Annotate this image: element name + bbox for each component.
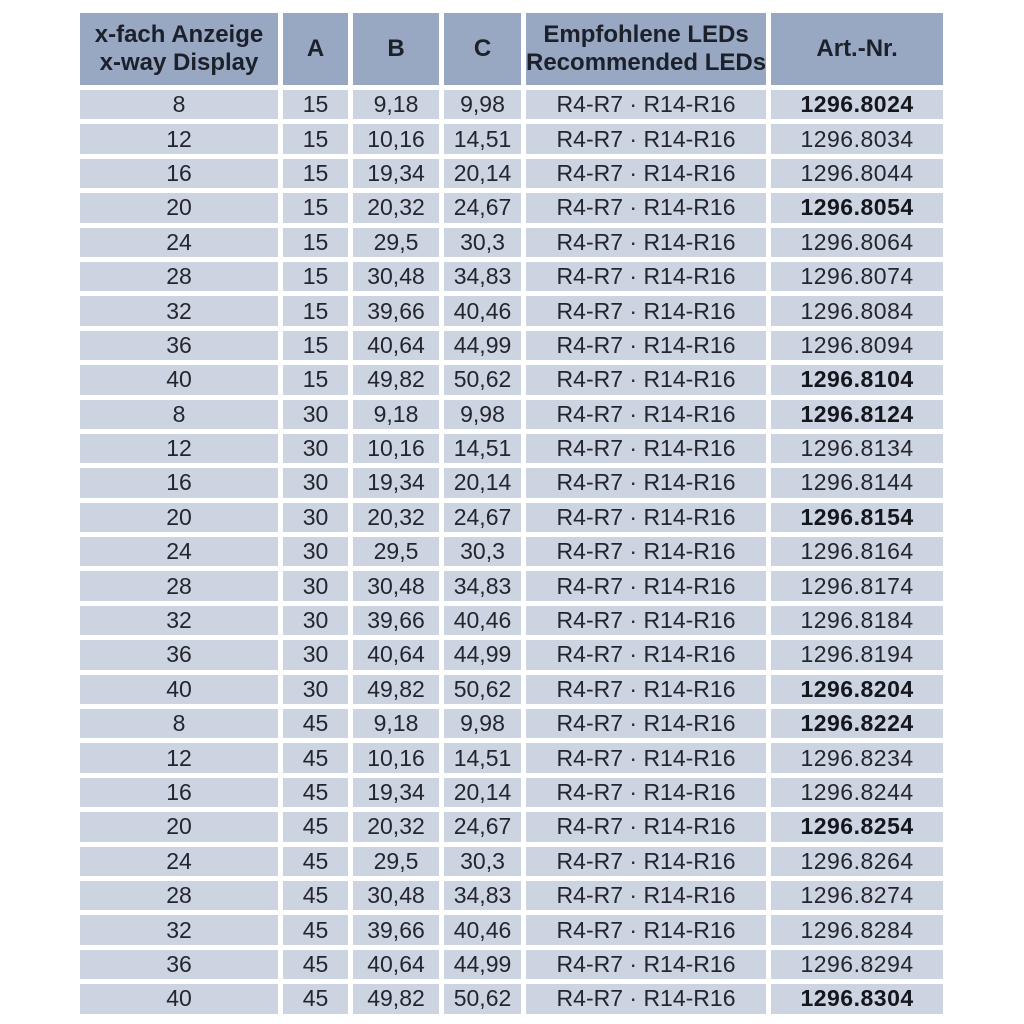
cell-dim-a: 45 (283, 950, 348, 979)
cell-dim-a: 45 (283, 984, 348, 1013)
product-spec-table (75, 8, 948, 1019)
cell-dim-a: 15 (283, 159, 348, 188)
cell-art-nr: 1296.8064 (771, 228, 943, 257)
table-row (80, 915, 943, 944)
cell-recommended-leds: R4-R7 · R14-R16 (526, 159, 766, 188)
cell-art-nr: 1296.8284 (771, 915, 943, 944)
cell-dim-b: 10,16 (353, 743, 439, 772)
cell-dim-b: 39,66 (353, 296, 439, 325)
cell-dim-b: 40,64 (353, 331, 439, 360)
col-header-art-nr: Art.-Nr. (771, 13, 943, 85)
cell-recommended-leds: R4-R7 · R14-R16 (526, 984, 766, 1013)
cell-display-count: 40 (80, 984, 278, 1013)
cell-recommended-leds: R4-R7 · R14-R16 (526, 365, 766, 394)
cell-dim-a: 45 (283, 778, 348, 807)
cell-display-count: 20 (80, 503, 278, 532)
cell-art-nr: 1296.8304 (771, 984, 943, 1013)
cell-dim-a: 30 (283, 468, 348, 497)
cell-dim-a: 30 (283, 537, 348, 566)
table-row (80, 124, 943, 153)
cell-dim-c: 24,67 (444, 812, 521, 841)
cell-dim-b: 29,5 (353, 537, 439, 566)
cell-dim-b: 10,16 (353, 124, 439, 153)
cell-display-count: 24 (80, 537, 278, 566)
cell-dim-a: 15 (283, 365, 348, 394)
col-header-b: B (353, 13, 439, 85)
cell-dim-b: 20,32 (353, 193, 439, 222)
cell-dim-c: 40,46 (444, 606, 521, 635)
cell-dim-c: 24,67 (444, 193, 521, 222)
cell-art-nr: 1296.8034 (771, 124, 943, 153)
table-row (80, 193, 943, 222)
cell-dim-b: 49,82 (353, 365, 439, 394)
cell-dim-c: 20,14 (444, 159, 521, 188)
table-row (80, 400, 943, 429)
table-row (80, 262, 943, 291)
cell-dim-c: 50,62 (444, 365, 521, 394)
cell-recommended-leds: R4-R7 · R14-R16 (526, 434, 766, 463)
col-header-a: A (283, 13, 348, 85)
cell-recommended-leds: R4-R7 · R14-R16 (526, 90, 766, 119)
table-row (80, 812, 943, 841)
cell-dim-c: 40,46 (444, 915, 521, 944)
cell-art-nr: 1296.8164 (771, 537, 943, 566)
table-row (80, 709, 943, 738)
cell-dim-c: 9,98 (444, 90, 521, 119)
cell-recommended-leds: R4-R7 · R14-R16 (526, 571, 766, 600)
cell-recommended-leds: R4-R7 · R14-R16 (526, 950, 766, 979)
cell-dim-a: 30 (283, 640, 348, 669)
cell-dim-c: 30,3 (444, 847, 521, 876)
cell-recommended-leds: R4-R7 · R14-R16 (526, 915, 766, 944)
cell-dim-c: 34,83 (444, 262, 521, 291)
table-row (80, 606, 943, 635)
cell-dim-a: 15 (283, 193, 348, 222)
cell-display-count: 8 (80, 90, 278, 119)
cell-dim-a: 30 (283, 675, 348, 704)
cell-dim-c: 9,98 (444, 400, 521, 429)
cell-dim-c: 14,51 (444, 124, 521, 153)
cell-display-count: 12 (80, 124, 278, 153)
cell-recommended-leds: R4-R7 · R14-R16 (526, 296, 766, 325)
cell-recommended-leds: R4-R7 · R14-R16 (526, 675, 766, 704)
table-row (80, 228, 943, 257)
cell-dim-c: 50,62 (444, 984, 521, 1013)
cell-art-nr: 1296.8194 (771, 640, 943, 669)
cell-dim-c: 30,3 (444, 228, 521, 257)
cell-dim-a: 15 (283, 90, 348, 119)
cell-display-count: 32 (80, 606, 278, 635)
table-row (80, 778, 943, 807)
table-row (80, 640, 943, 669)
cell-dim-b: 9,18 (353, 709, 439, 738)
cell-dim-b: 9,18 (353, 90, 439, 119)
cell-art-nr: 1296.8294 (771, 950, 943, 979)
cell-recommended-leds: R4-R7 · R14-R16 (526, 709, 766, 738)
cell-dim-c: 24,67 (444, 503, 521, 532)
cell-recommended-leds: R4-R7 · R14-R16 (526, 847, 766, 876)
table-row (80, 468, 943, 497)
cell-display-count: 20 (80, 193, 278, 222)
cell-display-count: 28 (80, 881, 278, 910)
cell-dim-a: 15 (283, 331, 348, 360)
cell-dim-a: 30 (283, 503, 348, 532)
cell-dim-b: 30,48 (353, 262, 439, 291)
table-row (80, 434, 943, 463)
cell-recommended-leds: R4-R7 · R14-R16 (526, 331, 766, 360)
cell-dim-a: 45 (283, 915, 348, 944)
cell-art-nr: 1296.8094 (771, 331, 943, 360)
cell-art-nr: 1296.8244 (771, 778, 943, 807)
cell-art-nr: 1296.8154 (771, 503, 943, 532)
cell-art-nr: 1296.8224 (771, 709, 943, 738)
table-row (80, 159, 943, 188)
cell-art-nr: 1296.8254 (771, 812, 943, 841)
cell-dim-c: 44,99 (444, 640, 521, 669)
cell-dim-b: 39,66 (353, 915, 439, 944)
cell-display-count: 8 (80, 400, 278, 429)
cell-display-count: 36 (80, 331, 278, 360)
cell-dim-b: 29,5 (353, 847, 439, 876)
col-header-c: C (444, 13, 521, 85)
cell-dim-b: 40,64 (353, 950, 439, 979)
cell-display-count: 24 (80, 228, 278, 257)
col-header-display-de: x-fach Anzeige (94, 21, 264, 49)
cell-dim-a: 30 (283, 400, 348, 429)
cell-dim-c: 14,51 (444, 743, 521, 772)
cell-art-nr: 1296.8124 (771, 400, 943, 429)
cell-dim-b: 49,82 (353, 984, 439, 1013)
cell-recommended-leds: R4-R7 · R14-R16 (526, 400, 766, 429)
table-row (80, 881, 943, 910)
cell-dim-a: 15 (283, 228, 348, 257)
cell-dim-c: 40,46 (444, 296, 521, 325)
cell-dim-c: 9,98 (444, 709, 521, 738)
cell-art-nr: 1296.8104 (771, 365, 943, 394)
cell-display-count: 16 (80, 778, 278, 807)
cell-display-count: 24 (80, 847, 278, 876)
cell-dim-c: 44,99 (444, 331, 521, 360)
cell-art-nr: 1296.8024 (771, 90, 943, 119)
cell-art-nr: 1296.8084 (771, 296, 943, 325)
col-header-display (80, 13, 278, 85)
cell-dim-c: 20,14 (444, 468, 521, 497)
cell-dim-a: 30 (283, 571, 348, 600)
cell-dim-c: 50,62 (444, 675, 521, 704)
cell-recommended-leds: R4-R7 · R14-R16 (526, 124, 766, 153)
cell-dim-a: 15 (283, 124, 348, 153)
cell-recommended-leds: R4-R7 · R14-R16 (526, 262, 766, 291)
cell-recommended-leds: R4-R7 · R14-R16 (526, 778, 766, 807)
cell-dim-b: 29,5 (353, 228, 439, 257)
cell-dim-c: 44,99 (444, 950, 521, 979)
cell-art-nr: 1296.8184 (771, 606, 943, 635)
cell-dim-a: 45 (283, 709, 348, 738)
cell-dim-c: 14,51 (444, 434, 521, 463)
cell-recommended-leds: R4-R7 · R14-R16 (526, 881, 766, 910)
cell-art-nr: 1296.8174 (771, 571, 943, 600)
cell-art-nr: 1296.8054 (771, 193, 943, 222)
table-row (80, 743, 943, 772)
cell-display-count: 12 (80, 743, 278, 772)
table-row (80, 675, 943, 704)
cell-art-nr: 1296.8144 (771, 468, 943, 497)
cell-art-nr: 1296.8074 (771, 262, 943, 291)
table-row (80, 503, 943, 532)
cell-art-nr: 1296.8234 (771, 743, 943, 772)
cell-dim-a: 15 (283, 296, 348, 325)
cell-dim-b: 30,48 (353, 881, 439, 910)
cell-dim-b: 10,16 (353, 434, 439, 463)
cell-dim-c: 34,83 (444, 881, 521, 910)
cell-dim-a: 45 (283, 881, 348, 910)
table-row (80, 331, 943, 360)
table-body (80, 90, 943, 1014)
cell-display-count: 28 (80, 571, 278, 600)
cell-dim-b: 20,32 (353, 503, 439, 532)
cell-art-nr: 1296.8204 (771, 675, 943, 704)
cell-display-count: 28 (80, 262, 278, 291)
cell-dim-a: 30 (283, 606, 348, 635)
cell-dim-c: 20,14 (444, 778, 521, 807)
cell-display-count: 8 (80, 709, 278, 738)
cell-display-count: 16 (80, 159, 278, 188)
table-row (80, 296, 943, 325)
table-header (80, 13, 943, 85)
table-row (80, 984, 943, 1013)
col-header-leds-en: Recommended LEDs (526, 49, 767, 76)
cell-dim-a: 45 (283, 847, 348, 876)
cell-dim-b: 19,34 (353, 778, 439, 807)
cell-art-nr: 1296.8274 (771, 881, 943, 910)
col-header-display-en: x-way Display (99, 49, 259, 76)
table-row (80, 90, 943, 119)
cell-dim-c: 34,83 (444, 571, 521, 600)
cell-dim-b: 9,18 (353, 400, 439, 429)
cell-dim-a: 45 (283, 812, 348, 841)
cell-display-count: 32 (80, 296, 278, 325)
cell-display-count: 40 (80, 365, 278, 394)
cell-display-count: 32 (80, 915, 278, 944)
cell-display-count: 36 (80, 640, 278, 669)
col-header-leds-de: Empfohlene LEDs (543, 21, 749, 49)
table-row (80, 365, 943, 394)
cell-recommended-leds: R4-R7 · R14-R16 (526, 193, 766, 222)
table-row (80, 571, 943, 600)
cell-dim-b: 40,64 (353, 640, 439, 669)
table-row (80, 847, 943, 876)
cell-display-count: 40 (80, 675, 278, 704)
cell-recommended-leds: R4-R7 · R14-R16 (526, 743, 766, 772)
cell-art-nr: 1296.8044 (771, 159, 943, 188)
cell-recommended-leds: R4-R7 · R14-R16 (526, 812, 766, 841)
cell-recommended-leds: R4-R7 · R14-R16 (526, 606, 766, 635)
cell-dim-b: 30,48 (353, 571, 439, 600)
cell-recommended-leds: R4-R7 · R14-R16 (526, 468, 766, 497)
cell-display-count: 20 (80, 812, 278, 841)
table-row (80, 950, 943, 979)
cell-recommended-leds: R4-R7 · R14-R16 (526, 537, 766, 566)
cell-dim-b: 19,34 (353, 468, 439, 497)
cell-dim-b: 19,34 (353, 159, 439, 188)
cell-dim-b: 49,82 (353, 675, 439, 704)
cell-display-count: 12 (80, 434, 278, 463)
header-row (80, 13, 943, 85)
cell-display-count: 16 (80, 468, 278, 497)
cell-art-nr: 1296.8134 (771, 434, 943, 463)
cell-recommended-leds: R4-R7 · R14-R16 (526, 228, 766, 257)
cell-display-count: 36 (80, 950, 278, 979)
cell-dim-a: 45 (283, 743, 348, 772)
cell-dim-b: 39,66 (353, 606, 439, 635)
cell-dim-c: 30,3 (444, 537, 521, 566)
cell-art-nr: 1296.8264 (771, 847, 943, 876)
cell-dim-a: 30 (283, 434, 348, 463)
table-row (80, 537, 943, 566)
col-header-leds (526, 13, 766, 85)
cell-recommended-leds: R4-R7 · R14-R16 (526, 640, 766, 669)
cell-dim-a: 15 (283, 262, 348, 291)
cell-recommended-leds: R4-R7 · R14-R16 (526, 503, 766, 532)
cell-dim-b: 20,32 (353, 812, 439, 841)
